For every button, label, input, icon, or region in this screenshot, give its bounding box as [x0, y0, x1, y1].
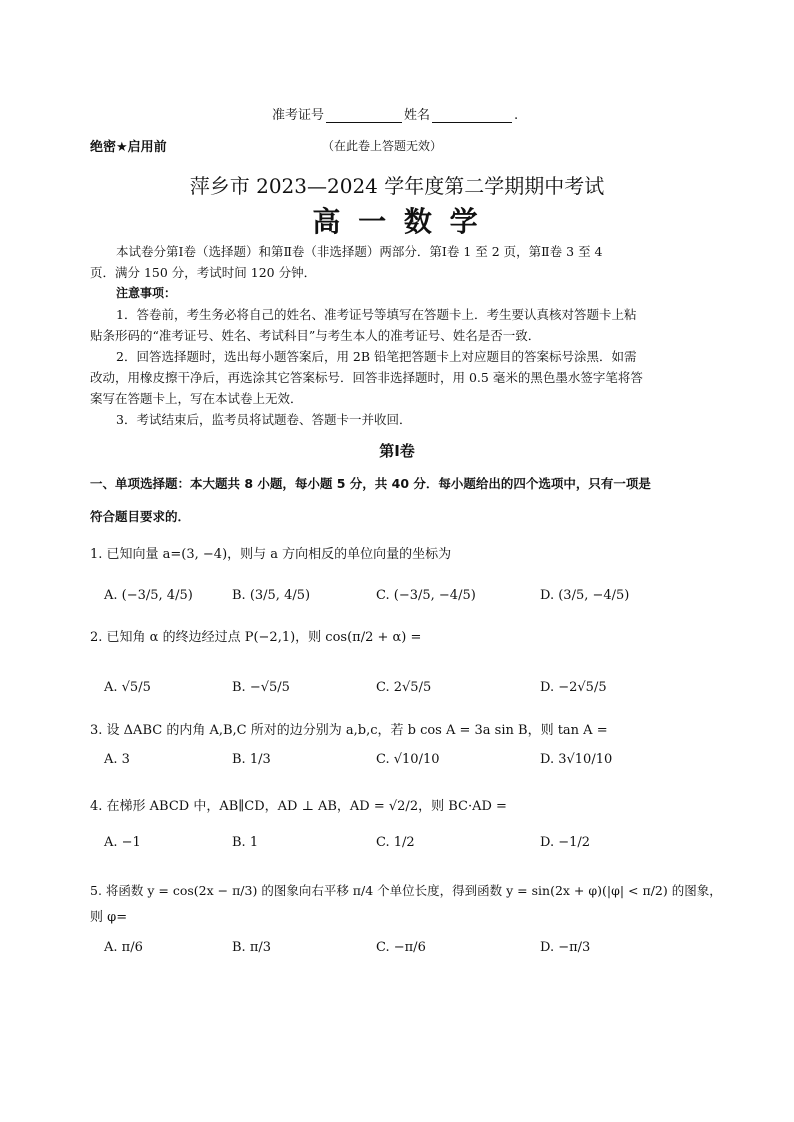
q1-option-d: D. (3/5, −4/5) [540, 588, 630, 603]
end-mark: . [514, 108, 519, 123]
q5-option-d: D. −π/3 [540, 940, 591, 955]
q4-option-d: D. −1/2 [540, 835, 591, 850]
notice-1-line-1: 1．答卷前，考生务必将自己的姓名、准考证号等填写在答题卡上．考生要认真核对答题卡上粘 [116, 307, 637, 322]
notice-1-line-2: 贴条形码的“准考证号、姓名、考试科目”与考生本人的准考证号、姓名是否一致． [90, 328, 541, 343]
q1-option-a: A. (−3/5, 4/5) [104, 588, 193, 603]
question-3: 3. 设 ΔABC 的内角 A,B,C 所对的边分别为 a,b,c，若 b cos A = 3a sin B，则 tan A = [90, 723, 608, 738]
notice-3: 3．考试结束后，监考员将试题卷、答题卡一并收回． [116, 412, 412, 427]
q4-option-c: C. 1/2 [376, 835, 415, 850]
q2-option-c: C. 2√5/5 [376, 680, 432, 695]
secret-mark: 绝密★启用前 [90, 140, 167, 155]
notice-2-line-2: 改动，用橡皮擦干净后，再选涂其它答案标号．回答非选择题时，用 0.5 毫米的黑色墨水签字笔将答 [90, 370, 643, 385]
q5-option-c: C. −π/6 [376, 940, 426, 955]
q1-option-b: B. (3/5, 4/5) [232, 588, 311, 603]
q3-option-a: A. 3 [104, 752, 130, 767]
volume-title: 第Ⅰ卷 [379, 442, 415, 460]
name-blank [432, 108, 512, 123]
q5-option-b: B. π/3 [232, 940, 272, 955]
q2-option-b: B. −√5/5 [232, 680, 290, 695]
notice-2-line-3: 案写在答题卡上，写在本试卷上无效． [90, 391, 303, 406]
exam-title: 萍乡市 2023—2024 学年度第二学期期中考试 [189, 174, 605, 198]
question-5: 5. 将函数 y = cos(2x − π/3) 的图象向右平移 π/4 个单位长度，得到函数 y = sin(2x + φ)(|φ| < π/2) 的图象， [90, 883, 722, 898]
q4-option-a: A. −1 [104, 835, 141, 850]
part-heading-line-1: 一、单项选择题：本大题共 8 小题，每小题 5 分，共 40 分．每小题给出的四个选项中，只有一项是 [90, 476, 651, 491]
part-heading-line-2: 符合题目要求的． [90, 509, 191, 524]
q3-option-c: C. √10/10 [376, 752, 440, 767]
admission-label: 准考证号 [272, 108, 325, 123]
notice-title: 注意事项： [116, 286, 177, 300]
question-2: 2. 已知角 α 的终边经过点 P(−2,1)，则 cos(π/2 + α) = [90, 630, 422, 645]
q1-option-c: C. (−3/5, −4/5) [376, 588, 476, 603]
name-label: 姓名 [404, 108, 431, 123]
question-5-line-2: 则 φ= [90, 910, 128, 925]
q3-option-d: D. 3√10/10 [540, 752, 613, 767]
invalid-note: （在此卷上答题无效） [322, 139, 443, 153]
admission-blank [326, 108, 402, 123]
notice-2-line-1: 2．回答选择题时，选出每小题答案后，用 2B 铅笔把答题卡上对应题目的答案标号涂黑．如需 [116, 349, 637, 364]
q3-option-b: B. 1/3 [232, 752, 271, 767]
q5-option-a: A. π/6 [104, 940, 143, 955]
q2-option-a: A. √5/5 [104, 680, 151, 695]
subject-title: 高 一 数 学 [312, 205, 482, 238]
exam-id-line [272, 104, 518, 123]
q4-option-b: B. 1 [232, 835, 259, 850]
intro-line-2: 页．满分 150 分，考试时间 120 分钟． [90, 265, 317, 280]
q2-option-d: D. −2√5/5 [540, 680, 607, 695]
intro-line-1: 本试卷分第Ⅰ卷（选择题）和第Ⅱ卷（非选择题）两部分．第Ⅰ卷 1 至 2 页，第Ⅱ卷 3 至 4 [116, 244, 603, 259]
question-1: 1. 已知向量 a=(3, −4)，则与 a 方向相反的单位向量的坐标为 [90, 547, 452, 562]
question-4: 4. 在梯形 ABCD 中，AB∥CD，AD ⊥ AB，AD = √2/2，则 BC·AD = [90, 799, 507, 814]
